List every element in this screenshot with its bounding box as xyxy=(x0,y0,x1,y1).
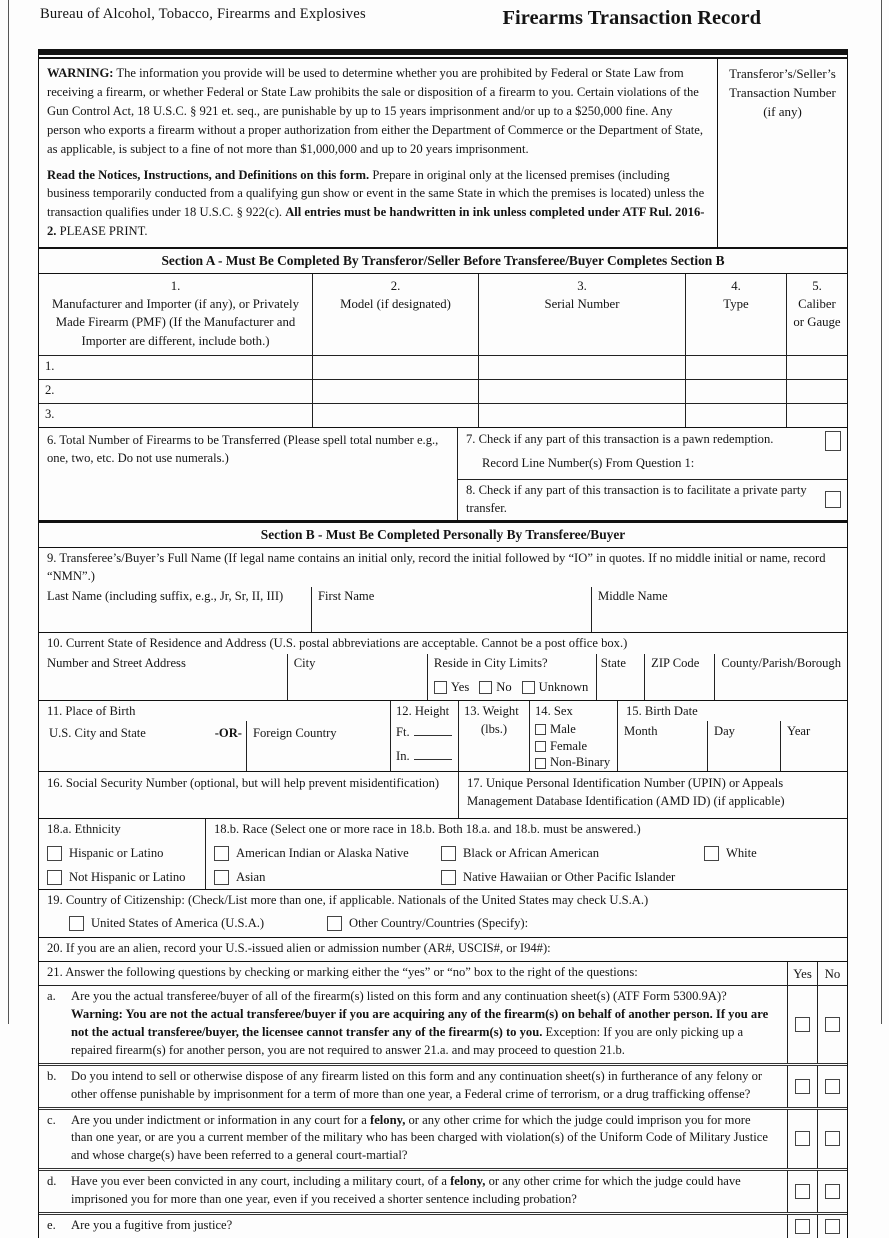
q7-pawn-checkbox[interactable] xyxy=(825,431,841,451)
sex-nonbinary-checkbox[interactable] xyxy=(535,758,546,769)
middle-name-field[interactable] xyxy=(591,587,847,632)
firearm-2-serial-field[interactable] xyxy=(478,380,685,403)
q13-units-label: (lbs.) xyxy=(480,721,508,736)
column-header-type: 4. Type xyxy=(685,274,786,355)
birth-year-field[interactable] xyxy=(780,721,847,771)
first-name-label: First Name xyxy=(318,589,375,604)
page-right-edge xyxy=(881,0,882,1024)
q19-label: 19. Country of Citizenship: (Check/List more than one, if applicable. Nationals of the United States may check U.S.A.) xyxy=(47,892,649,907)
warning-label: WARNING: xyxy=(47,66,114,81)
question-21b-text: Do you intend to sell or otherwise dispose of any firearm listed on this form and any continuation sheet(s) in furtherance of any felony or other offense punishable by imprisonment for a term of more than one year, a Federal crime of terrorism, or a drug trafficking offense? xyxy=(71,1068,763,1101)
form-body xyxy=(38,49,848,1238)
height-ft-input[interactable] xyxy=(414,735,452,736)
citizenship-usa-checkbox[interactable] xyxy=(69,916,84,931)
county-label: County/Parish/Borough xyxy=(721,656,842,671)
sex-nonbinary-label: Non-Binary xyxy=(550,755,611,770)
q9-label: 9. Transferee’s/Buyer’s Full Name (If legal name contains an initial only, record the initial followed by “IO” in quotes. If no middle initial or name, record “NMN”.) xyxy=(47,551,826,584)
birth-month-label: Month xyxy=(624,723,658,738)
q21c-no-checkbox[interactable] xyxy=(825,1131,840,1146)
row-label: 2. xyxy=(45,382,55,397)
race-asian-checkbox[interactable] xyxy=(214,870,229,885)
form-header xyxy=(0,0,889,35)
city-label: City xyxy=(293,656,316,671)
height-in-input[interactable] xyxy=(414,759,452,760)
us-city-state-field[interactable] xyxy=(39,721,246,771)
section-a-title: Section A - Must Be Completed By Transferor/Seller Before Transferee/Buyer Completes Section B xyxy=(39,249,847,274)
state-field[interactable] xyxy=(596,654,644,700)
question-21d xyxy=(39,1171,847,1215)
column-header-caliber: 5. Caliber or Gauge xyxy=(786,274,847,355)
last-name-label: Last Name (including suffix, e.g., Jr, Sr, II, III) xyxy=(47,589,284,604)
questions-11-15 xyxy=(39,701,847,772)
q7-pawn-redemption xyxy=(458,428,847,480)
ethnicity-hispanic-checkbox[interactable] xyxy=(47,846,62,861)
firearm-1-manufacturer-field[interactable] xyxy=(39,356,312,379)
question-21d-text: Have you ever been convicted in any court, including a military court, of a felony, or any other crime for which the judge could have imprisoned you for more than one year, even if you received a shorter sentence including probation? xyxy=(71,1174,741,1207)
q21-label: 21. Answer the following questions by checking or marking either the “yes” or “no” box to the right of the questions: xyxy=(47,965,638,980)
q21d-yes-checkbox[interactable] xyxy=(795,1184,810,1199)
question-19 xyxy=(39,890,847,938)
firearm-1-serial-field[interactable] xyxy=(478,356,685,379)
section-b-title: Section B - Must Be Completed Personally By Transferee/Buyer xyxy=(39,522,847,548)
firearm-3-model-field[interactable] xyxy=(312,404,478,427)
form-title: Firearms Transaction Record xyxy=(502,7,761,29)
yes-column-header: Yes xyxy=(787,962,817,985)
question-letter: d. xyxy=(47,1174,57,1189)
firearm-2-type-field[interactable] xyxy=(685,380,786,403)
us-city-state-label: U.S. City and State xyxy=(49,725,146,740)
race-american-indian-checkbox[interactable] xyxy=(214,846,229,861)
birth-day-field[interactable] xyxy=(707,721,780,771)
race-black-checkbox[interactable] xyxy=(441,846,456,861)
race-asian-label: Asian xyxy=(236,869,266,884)
question-21c xyxy=(39,1110,847,1172)
q8-private-party xyxy=(458,480,847,521)
no-column-header: No xyxy=(817,962,847,985)
q21b-no-checkbox[interactable] xyxy=(825,1079,840,1094)
street-address-label: Number and Street Address xyxy=(47,656,186,671)
question-letter: b. xyxy=(47,1068,57,1083)
firearms-table xyxy=(39,274,847,428)
warning-cell xyxy=(39,59,717,247)
agency-name: Bureau of Alcohol, Tobacco, Firearms and Explosives xyxy=(40,6,366,22)
read-instructions xyxy=(47,166,709,242)
or-label: -OR- xyxy=(214,725,242,740)
q21e-yes-checkbox[interactable] xyxy=(795,1219,810,1234)
seller-transaction-number-box[interactable]: Transferor’s/Seller’s Transaction Number (if any) xyxy=(717,59,847,247)
question-21c-text: Are you under indictment or information in any court for a felony, or any other crime for which the judge could imprison you for more than one year, or are you a current member of the military who has been charged with violation(s) of the Uniform Code of Military Justice and whose charge(s) have been referred to a general court-martial? xyxy=(71,1112,768,1163)
ethnicity-not-hispanic-label: Not Hispanic or Latino xyxy=(69,869,186,884)
q17-label: 17. Unique Personal Identification Number (UPIN) or Appeals Management Database Identification (AMD ID) (if applicable) xyxy=(467,776,785,809)
first-name-field[interactable] xyxy=(311,587,591,632)
city-limits-unknown-label: Unknown xyxy=(538,679,589,694)
height-ft-label: Ft. xyxy=(396,724,410,739)
birth-day-label: Day xyxy=(714,723,735,738)
question-9 xyxy=(39,548,847,633)
race-white-label: White xyxy=(726,846,757,861)
state-label: State xyxy=(600,656,626,671)
q12-height xyxy=(390,701,458,771)
q21a-no-checkbox[interactable] xyxy=(825,1017,840,1032)
city-limits-cell xyxy=(427,654,596,700)
q11-label: 11. Place of Birth xyxy=(47,704,136,719)
question-21e xyxy=(39,1215,847,1238)
firearm-3-manufacturer-field[interactable] xyxy=(39,404,312,427)
read-bold: All entries must be handwritten in ink unless completed under ATF Rul. 2016-2. xyxy=(47,205,705,239)
column-header-model: 2. Model (if designated) xyxy=(312,274,478,355)
question-18 xyxy=(39,819,847,890)
firearm-1-type-field[interactable] xyxy=(685,356,786,379)
sex-female-label: Female xyxy=(550,738,588,753)
sex-male-label: Male xyxy=(550,721,576,736)
q20-alien-number-field[interactable] xyxy=(39,938,847,963)
upin-field[interactable] xyxy=(458,772,847,818)
q13-label: 13. Weight xyxy=(464,704,519,719)
citizenship-other-checkbox[interactable] xyxy=(327,916,342,931)
last-name-field[interactable] xyxy=(39,587,311,632)
question-21b xyxy=(39,1066,847,1110)
question-21a xyxy=(39,986,847,1066)
q18b-label: 18.b. Race (Select one or more race in 18.b. Both 18.a. and 18.b. must be answered.) xyxy=(214,822,641,837)
foreign-country-label: Foreign Country xyxy=(253,725,337,740)
race-white-checkbox[interactable] xyxy=(704,846,719,861)
read-body: Prepare in original only at the licensed premises (including business temporarily conducted from a qualifying gun show or event in the same State in which the premises is located) unless the transaction qualifies under 18 U.S.C. § 922(c). xyxy=(47,167,705,220)
city-limits-no-label: No xyxy=(496,679,512,694)
column-header-serial-number: 3. Serial Number xyxy=(478,274,685,355)
warning-body: The information you provide will be used to determine whether you are prohibited by Federal or State Law from receiving a firearm, or whether Federal or State Law prohibits the sale or disposition of a firearm to you. Certain violations of the Gun Control Act, 18 U.S.C. § 921 et. seq., are punishable by up to 15 years imprisonment and/or up to a $250,000 fine. Any person who exports a firearm without a proper authorization from either the Department of Commerce or the Department of State, as applicable, is subject to a fine of not more than $1,000,000 and up to 20 years imprisonment. xyxy=(47,66,704,156)
city-limits-yes-label: Yes xyxy=(450,679,470,694)
firearm-3-serial-field[interactable] xyxy=(478,404,685,427)
firearm-2-model-field[interactable] xyxy=(312,380,478,403)
firearm-row-1 xyxy=(39,356,847,380)
birth-year-label: Year xyxy=(787,723,811,738)
firearm-row-3 xyxy=(39,404,847,427)
q20-label: 20. If you are an alien, record your U.S.-issued alien or admission number (AR#, USCIS#, or I94#): xyxy=(47,940,551,955)
county-field[interactable] xyxy=(714,654,847,700)
birth-month-field[interactable] xyxy=(618,721,707,771)
firearm-1-model-field[interactable] xyxy=(312,356,478,379)
q7-record-line-label: Record Line Number(s) From Question 1: xyxy=(482,455,695,470)
race-american-indian-label: American Indian or Alaska Native xyxy=(236,846,409,861)
firearm-row-2 xyxy=(39,380,847,404)
sex-male-checkbox[interactable] xyxy=(535,724,546,735)
q14-sex xyxy=(529,701,617,771)
q10-label: 10. Current State of Residence and Address (U.S. postal abbreviations are acceptable. Cannot be a post office box.) xyxy=(47,636,628,651)
firearm-2-manufacturer-field[interactable] xyxy=(39,380,312,403)
race-hawaiian-label: Native Hawaiian or Other Pacific Islander xyxy=(463,869,676,884)
q7-record-line-field[interactable] xyxy=(482,455,841,473)
q8-private-party-checkbox[interactable] xyxy=(825,491,841,508)
page-left-edge xyxy=(8,0,9,1024)
citizenship-other-field[interactable] xyxy=(327,915,528,933)
q8-label: 8. Check if any part of this transaction is to facilitate a private party transfer. xyxy=(466,482,807,515)
warning-text xyxy=(47,64,709,158)
ethnicity-hispanic-label: Hispanic or Latino xyxy=(69,846,164,861)
q21d-no-checkbox[interactable] xyxy=(825,1184,840,1199)
q13-weight-field[interactable] xyxy=(458,701,529,771)
questions-16-17 xyxy=(39,772,847,819)
q18a-label: 18.a. Ethnicity xyxy=(47,822,121,837)
firearm-3-caliber-field[interactable] xyxy=(786,404,847,427)
q21a-yes-checkbox[interactable] xyxy=(795,1017,810,1032)
zip-code-label: ZIP Code xyxy=(651,656,700,671)
q21c-yes-checkbox[interactable] xyxy=(795,1131,810,1146)
firearms-table-header xyxy=(39,274,847,356)
city-limits-yes-checkbox[interactable] xyxy=(434,681,447,694)
column-header-manufacturer: 1. Manufacturer and Importer (if any), or Privately Made Firearm (PMF) (If the Manufacturer and Importer are different, include both.) xyxy=(52,279,299,348)
q18b-race xyxy=(205,819,847,889)
top-black-bar xyxy=(39,49,847,57)
q14-label: 14. Sex xyxy=(535,704,573,719)
sex-female-checkbox[interactable] xyxy=(535,741,546,752)
q15-label: 15. Birth Date xyxy=(626,704,698,719)
read-tail: PLEASE PRINT. xyxy=(56,224,148,239)
warning-block xyxy=(39,59,847,249)
question-letter: e. xyxy=(47,1217,56,1232)
q6-total-firearms-field[interactable] xyxy=(39,428,457,521)
question-21a-text: Are you the actual transferee/buyer of all of the firearm(s) listed on this form and any continuation sheet(s) (ATF Form 5300.9A)? Warning: You are not the actual transferee/buyer if you are acquiring any of the firearm(s) on behalf of another person. If you are not the actual transferee/buyer, the licensee cannot transfer any of the firearm(s) to you. Exception: If you are only picking up a repaired firearm(s) for another person, you are not required to answer 21.a. and may proceed to question 21.b. xyxy=(71,989,769,1057)
q15-birth-date xyxy=(617,701,847,771)
foreign-country-field[interactable] xyxy=(246,721,390,771)
q6-label: 6. Total Number of Firearms to be Transferred (Please spell total number e.g., one, two, etc. Do not use numerals.) xyxy=(47,432,439,465)
row-label: 1. xyxy=(45,358,55,373)
question-letter: c. xyxy=(47,1112,56,1127)
firearm-2-caliber-field[interactable] xyxy=(786,380,847,403)
firearm-3-type-field[interactable] xyxy=(685,404,786,427)
question-21-header xyxy=(39,962,847,986)
question-21e-text: Are you a fugitive from justice? xyxy=(71,1217,233,1232)
city-limits-unknown-checkbox[interactable] xyxy=(522,681,535,694)
city-limits-no-checkbox[interactable] xyxy=(479,681,492,694)
question-letter: a. xyxy=(47,989,56,1004)
q7-q8-column xyxy=(457,428,847,521)
q18a-ethnicity xyxy=(39,819,205,889)
q21b-yes-checkbox[interactable] xyxy=(795,1079,810,1094)
race-hawaiian-checkbox[interactable] xyxy=(441,870,456,885)
citizenship-other-label: Other Country/Countries (Specify): xyxy=(349,915,529,930)
question-10 xyxy=(39,633,847,701)
q12-label: 12. Height xyxy=(396,704,450,719)
ethnicity-not-hispanic-checkbox[interactable] xyxy=(47,870,62,885)
q16-label: 16. Social Security Number (optional, but will help prevent misidentification) xyxy=(47,776,440,791)
questions-6-7-8 xyxy=(39,428,847,523)
q7-label: 7. Check if any part of this transaction is a pawn redemption. xyxy=(466,431,774,446)
q11-place-of-birth xyxy=(39,701,390,771)
q21e-no-checkbox[interactable] xyxy=(825,1219,840,1234)
city-limits-label: Reside in City Limits? xyxy=(433,656,548,671)
height-in-label: In. xyxy=(396,748,410,763)
row-label: 3. xyxy=(45,406,55,421)
race-black-label: Black or African American xyxy=(463,846,600,861)
citizenship-usa-label: United States of America (U.S.A.) xyxy=(91,915,265,930)
zip-code-field[interactable] xyxy=(644,654,714,700)
street-address-field[interactable] xyxy=(39,654,287,700)
city-field[interactable] xyxy=(287,654,427,700)
ssn-field[interactable] xyxy=(39,772,458,818)
middle-name-label: Middle Name xyxy=(598,589,668,604)
read-label: Read the Notices, Instructions, and Definitions on this form. xyxy=(47,167,370,182)
firearm-1-caliber-field[interactable] xyxy=(786,356,847,379)
